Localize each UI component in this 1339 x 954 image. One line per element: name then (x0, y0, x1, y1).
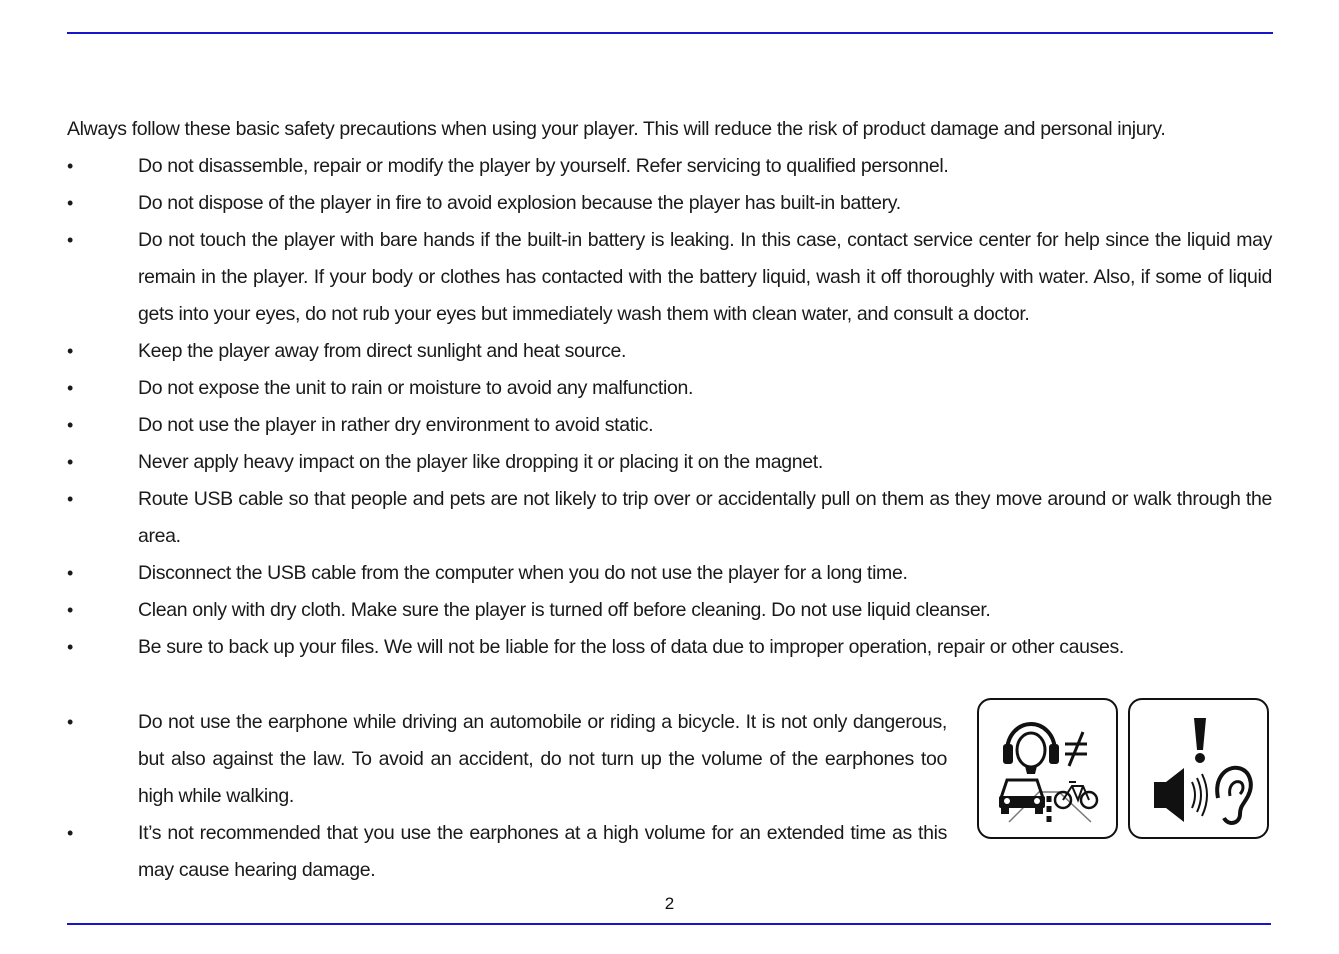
list-item: • Do not expose the unit to rain or moisture to avoid any malfunction. (67, 370, 1272, 407)
bullet: • (67, 378, 73, 398)
bullet: • (67, 637, 73, 657)
list-item: • Keep the player away from direct sunlight and heat source. (67, 333, 1272, 370)
list-item: • Do not touch the player with bare hands if the built-in battery is leaking. In this case, contact service center for help since the liquid may remain in the player. If your body or clothes has contacted with the battery liquid, wash it off thoroughly with water. Also, if some of liquid gets into your eyes, do not rub your eyes but immediately wash them with clean water, and consult a doctor. (67, 222, 1272, 333)
list-item: • Do not disassemble, repair or modify the player by yourself. Refer servicing to qualified personnel. (67, 148, 1272, 185)
list-item: • It’s not recommended that you use the earphones at a high volume for an extended time as this may cause hearing damage. (67, 815, 947, 889)
loud-volume-hearing-warning-icon (1128, 698, 1269, 839)
list-item: • Do not dispose of the player in fire to avoid explosion because the player has built-in battery. (67, 185, 1272, 222)
list-item: • Do not use the player in rather dry environment to avoid static. (67, 407, 1272, 444)
bullet: • (67, 823, 73, 843)
bullet: • (67, 489, 73, 509)
intro-paragraph: Always follow these basic safety precautions when using your player. This will reduce the risk of product damage and personal injury. (67, 118, 1166, 140)
bullet: • (67, 452, 73, 472)
list-item: • Do not use the earphone while driving an automobile or riding a bicycle. It is not only dangerous, but also against the law. To avoid an accident, do not turn up the volume of the earphones too high while walking. (67, 704, 947, 815)
bullet: • (67, 415, 73, 435)
list-item: • Never apply heavy impact on the player like dropping it or placing it on the magnet. (67, 444, 1272, 481)
no-earphones-while-driving-icon (977, 698, 1118, 839)
bullet: • (67, 193, 73, 213)
header-rule (67, 32, 1273, 34)
bullet: • (67, 341, 73, 361)
bullet: • (67, 230, 73, 250)
bullet: • (67, 563, 73, 583)
footer-rule (67, 923, 1271, 925)
list-item: • Be sure to back up your files. We will not be liable for the loss of data due to improper operation, repair or other causes. (67, 629, 1272, 666)
bullet: • (67, 712, 73, 732)
bullet: • (67, 156, 73, 176)
earphone-warnings-list (67, 704, 947, 889)
list-item: • Clean only with dry cloth. Make sure the player is turned off before cleaning. Do not use liquid cleanser. (67, 592, 1272, 629)
precautions-list (67, 148, 1272, 666)
list-item: • Route USB cable so that people and pets are not likely to trip over or accidentally pull on them as they move around or walk through the area. (67, 481, 1272, 555)
list-item: • Disconnect the USB cable from the computer when you do not use the player for a long time. (67, 555, 1272, 592)
page-number: 2 (664, 894, 675, 913)
bullet: • (67, 600, 73, 620)
